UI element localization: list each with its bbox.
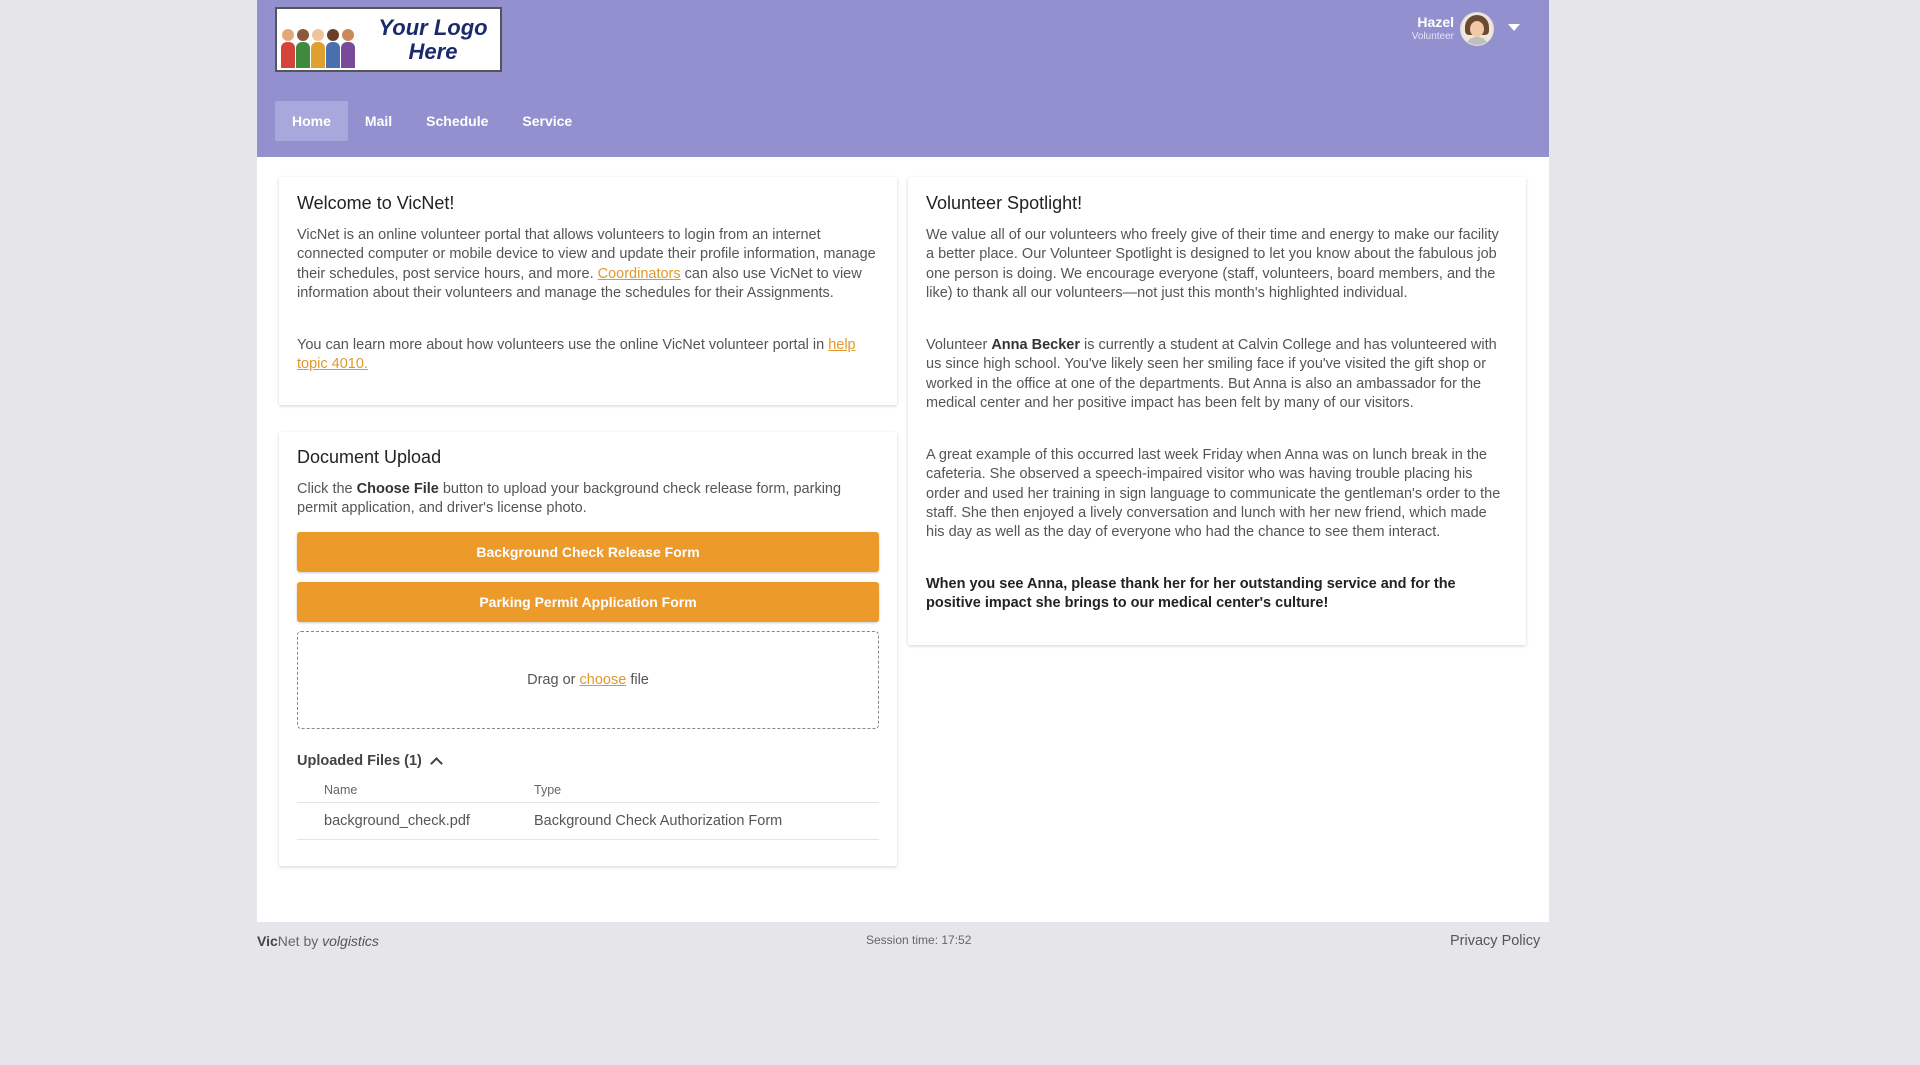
main-nav xyxy=(275,101,589,141)
parking-permit-button[interactable]: Parking Permit Application Form xyxy=(297,582,879,622)
column-header-name: Name xyxy=(324,783,358,797)
document-upload-card xyxy=(279,432,897,866)
help-topic-link[interactable]: help topic 4010. xyxy=(297,337,856,373)
top-header xyxy=(257,0,1549,157)
nav-schedule[interactable]: Schedule xyxy=(426,113,489,129)
file-name: background_check.pdf xyxy=(324,813,470,829)
nav-home[interactable]: Home xyxy=(275,101,348,141)
uploaded-files-table xyxy=(297,778,879,840)
welcome-title: Welcome to VicNet! xyxy=(297,193,455,213)
welcome-card xyxy=(279,177,897,405)
footer-brand[interactable]: VicNet by volgistics xyxy=(257,933,379,949)
logo-text: Your Logo Here xyxy=(378,14,488,64)
table-header xyxy=(297,778,879,803)
logo[interactable] xyxy=(275,7,502,72)
logo-people-icon xyxy=(281,12,356,68)
chevron-up-icon xyxy=(430,757,443,770)
choose-file-link[interactable]: choose xyxy=(579,672,627,688)
volunteer-spotlight-card xyxy=(908,177,1526,645)
spotlight-paragraph-2: Volunteer Anna Becker is currently a student at Calvin College and has volunteered with us since high school. You've likely seen her smiling face if you've visited the gift shop or worked in the office at one of the departments. But Anna is also an ambassador for the medical center and her positive impact has been felt by many of our visitors. xyxy=(926,337,1497,411)
spotlight-paragraph-1: We value all of our volunteers who freely give of their time and energy to make our facility a better place. Our Volunteer Spotlight is designed to let you know about the fabulous job one person is doing. We encourage everyone (staff, volunteers, board members, and the like) to thank all our volunteers—not just this month's highlighted individual. xyxy=(926,227,1499,301)
table-row[interactable] xyxy=(297,803,879,840)
page-shell xyxy=(257,0,1549,922)
user-role: Volunteer xyxy=(1411,31,1454,42)
upload-title: Document Upload xyxy=(297,447,442,467)
session-time: Session time: 17:52 xyxy=(866,933,972,947)
nav-mail[interactable]: Mail xyxy=(364,113,393,129)
welcome-paragraph-2: You can learn more about how volunteers use the online VicNet volunteer portal in help topic 4010. xyxy=(297,337,856,373)
background-check-button[interactable]: Background Check Release Form xyxy=(297,532,879,572)
chevron-down-icon[interactable] xyxy=(1508,24,1520,31)
column-header-type: Type xyxy=(534,783,562,797)
nav-service[interactable]: Service xyxy=(522,113,573,129)
user-menu[interactable] xyxy=(1397,10,1527,50)
spotlight-paragraph-3: A great example of this occurred last week Friday when Anna was on lunch break in the cafeteria. She observed a speech-impaired visitor who was having trouble placing his order and used her training in sign language to communicate the gentleman's order to the staff. She then enjoyed a lively conversation and lunch with her new friend, which made his day as well as the day of everyone who had the chance to see them interact. xyxy=(926,447,1501,541)
file-type: Background Check Authorization Form xyxy=(534,813,783,829)
file-drop-zone[interactable]: Drag or choose file xyxy=(297,631,879,729)
privacy-policy-link[interactable]: Privacy Policy xyxy=(1450,933,1541,949)
spotlight-title: Volunteer Spotlight! xyxy=(926,193,1083,213)
upload-intro: Click the Choose File button to upload your background check release form, parking permit application, and driver's license photo. xyxy=(297,481,842,517)
user-name: Hazel xyxy=(1417,14,1454,30)
welcome-paragraph-1: VicNet is an online volunteer portal that allows volunteers to login from an internet connected computer or mobile device to view and update their profile information, manage their schedules, post service hours, and more. Coordinators can also use VicNet to view information about their volunteers and manage the schedules for their Assignments. xyxy=(297,227,876,301)
uploaded-files-toggle[interactable]: Uploaded Files (1) xyxy=(297,753,441,769)
coordinators-link[interactable]: Coordinators xyxy=(597,265,681,282)
avatar[interactable] xyxy=(1460,12,1494,46)
spotlight-paragraph-4: When you see Anna, please thank her for her outstanding service and for the positive impact she brings to our medical center's culture! xyxy=(926,576,1456,612)
